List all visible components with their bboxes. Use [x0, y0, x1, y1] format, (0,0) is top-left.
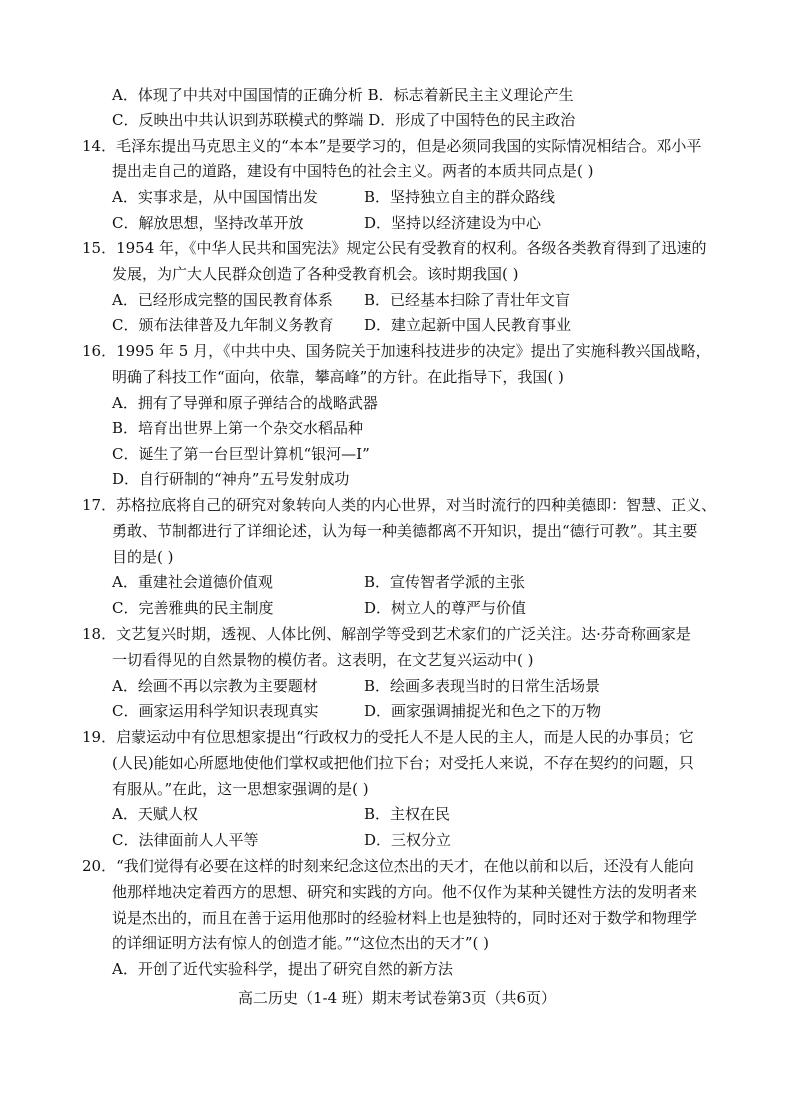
- question-15-stem-line-1: 15．1954 年，《中华人民共和国宪法》规定公民有受教育的权利。各级各类教育得到了迅速的: [82, 239, 707, 257]
- question-15-option-d: D．建立起新中国人民教育事业: [364, 316, 572, 334]
- question-16-option-b: B．培育出世界上第一个杂交水稻品种: [112, 419, 364, 437]
- question-14-stem-line-2: 提出走自己的道路，建设有中国特色的社会主义。两者的本质共同点是( ): [112, 162, 594, 180]
- question-16-stem-line-1: 16．1995 年 5 月，《中共中央、国务院关于加速科技进步的决定》提出了实施科教兴国战略，: [82, 342, 711, 360]
- question-17-option-d: D．树立人的尊严与价值: [364, 599, 527, 617]
- question-18-option-b: B．绘画多表现当时的日常生活场景: [364, 677, 601, 695]
- question-14-option-c: C．解放思想，坚持改革开放: [112, 214, 304, 232]
- question-15-option-b: B．已经基本扫除了青壮年文盲: [364, 291, 571, 309]
- question-16-option-d: D．自行研制的“神舟”五号发射成功: [112, 470, 350, 488]
- question-17-stem-line-2: 勇敢、节制都进行了详细论述，认为每一种美德都离不开知识，提出“德行可教”。其主要: [112, 522, 698, 540]
- question-19-option-b: B．主权在民: [364, 805, 451, 823]
- question-20-option-a: A．开创了近代实验科学，提出了研究自然的新方法: [112, 960, 453, 978]
- question-15-option-a: A．已经形成完整的国民教育体系: [112, 291, 333, 309]
- question-20-stem-line-4: 的详细证明方法有惊人的创造才能。”“这位杰出的天才”( ): [112, 934, 489, 952]
- option-prev-cd: C．反映出中共认识到苏联模式的弊端 D．形成了中国特色的民主政治: [112, 111, 576, 129]
- question-18-stem-line-2: 一切看得见的自然景物的模仿者。这表明，在文艺复兴运动中( ): [112, 651, 534, 669]
- question-20-stem-line-1: 20．“我们觉得有必要在这样的时刻来纪念这位杰出的天才，在他以前和以后，还没有人能向: [82, 857, 694, 875]
- question-16-option-c: C．诞生了第一台巨型计算机“银河—I”: [112, 445, 370, 463]
- page-footer: 高二历史（1-4 班）期末考试卷第3页（共6页）: [237, 989, 556, 1007]
- question-19-option-a: A．天赋人权: [112, 805, 198, 823]
- question-17-option-b: B．宣传智者学派的主张: [364, 573, 526, 591]
- question-17-stem-line-3: 目的是( ): [112, 548, 174, 566]
- question-19-option-d: D．三权分立: [364, 831, 452, 849]
- question-17-option-a: A．重建社会道德价值观: [112, 573, 273, 591]
- question-14-stem-line-1: 14．毛泽东提出马克思主义的“本本”是要学习的，但是必须同我国的实际情况相结合。邓小平: [82, 137, 702, 155]
- question-18-option-a: A．绘画不再以宗教为主要题材: [112, 677, 318, 695]
- question-19-stem-line-3: 有服从。”在此，这一思想家强调的是( ): [112, 780, 369, 798]
- question-16-stem-line-2: 明确了科技工作“面向，依靠，攀高峰”的方针。在此指导下，我国( ): [112, 368, 564, 386]
- question-14-option-a: A．实事求是，从中国国情出发: [112, 188, 318, 206]
- question-17-stem-line-1: 17．苏格拉底将自己的研究对象转向人类的内心世界，对当时流行的四种美德即：智慧、正义、: [82, 496, 717, 514]
- question-17-option-c: C．完善雅典的民主制度: [112, 599, 274, 617]
- question-19-stem-line-1: 19．启蒙运动中有位思想家提出“行政权力的受托人不是人民的主人，而是人民的办事员；它: [82, 728, 694, 746]
- question-19-stem-line-2: (人民)能如心所愿地使他们掌权或把他们拉下台；对受托人来说，不存在契约的问题，只: [112, 754, 694, 772]
- question-18-stem-line-1: 18．文艺复兴时期，透视、人体比例、解剖学等受到艺术家们的广泛关注。达·芬奇称画家是: [82, 625, 691, 643]
- question-15-stem-line-2: 发展，为广大人民群众创造了各种受教育机会。该时期我国( ): [112, 265, 519, 283]
- question-20-stem-line-3: 说是杰出的，而且在善于运用他那时的经验材料上也是独特的，同时还对于数学和物理学: [112, 909, 698, 927]
- question-18-option-c: C．画家运用科学知识表现真实: [112, 702, 319, 720]
- question-20-stem-line-2: 他那样地决定着西方的思想、研究和实践的方向。他不仅作为某种关键性方法的发明者来: [112, 883, 698, 901]
- question-15-option-c: C．颁布法律普及九年制义务教育: [112, 316, 334, 334]
- question-16-option-a: A．拥有了导弹和原子弹结合的战略武器: [112, 394, 378, 412]
- question-18-option-d: D．画家强调捕捉光和色之下的万物: [364, 702, 602, 720]
- question-14-option-d: D．坚持以经济建设为中心: [364, 214, 542, 232]
- option-prev-ab: A．体现了中共对中国国情的正确分析 B．标志着新民主主义理论产生: [112, 86, 574, 104]
- question-19-option-c: C．法律面前人人平等: [112, 831, 259, 849]
- question-14-option-b: B．坚持独立自主的群众路线: [364, 188, 556, 206]
